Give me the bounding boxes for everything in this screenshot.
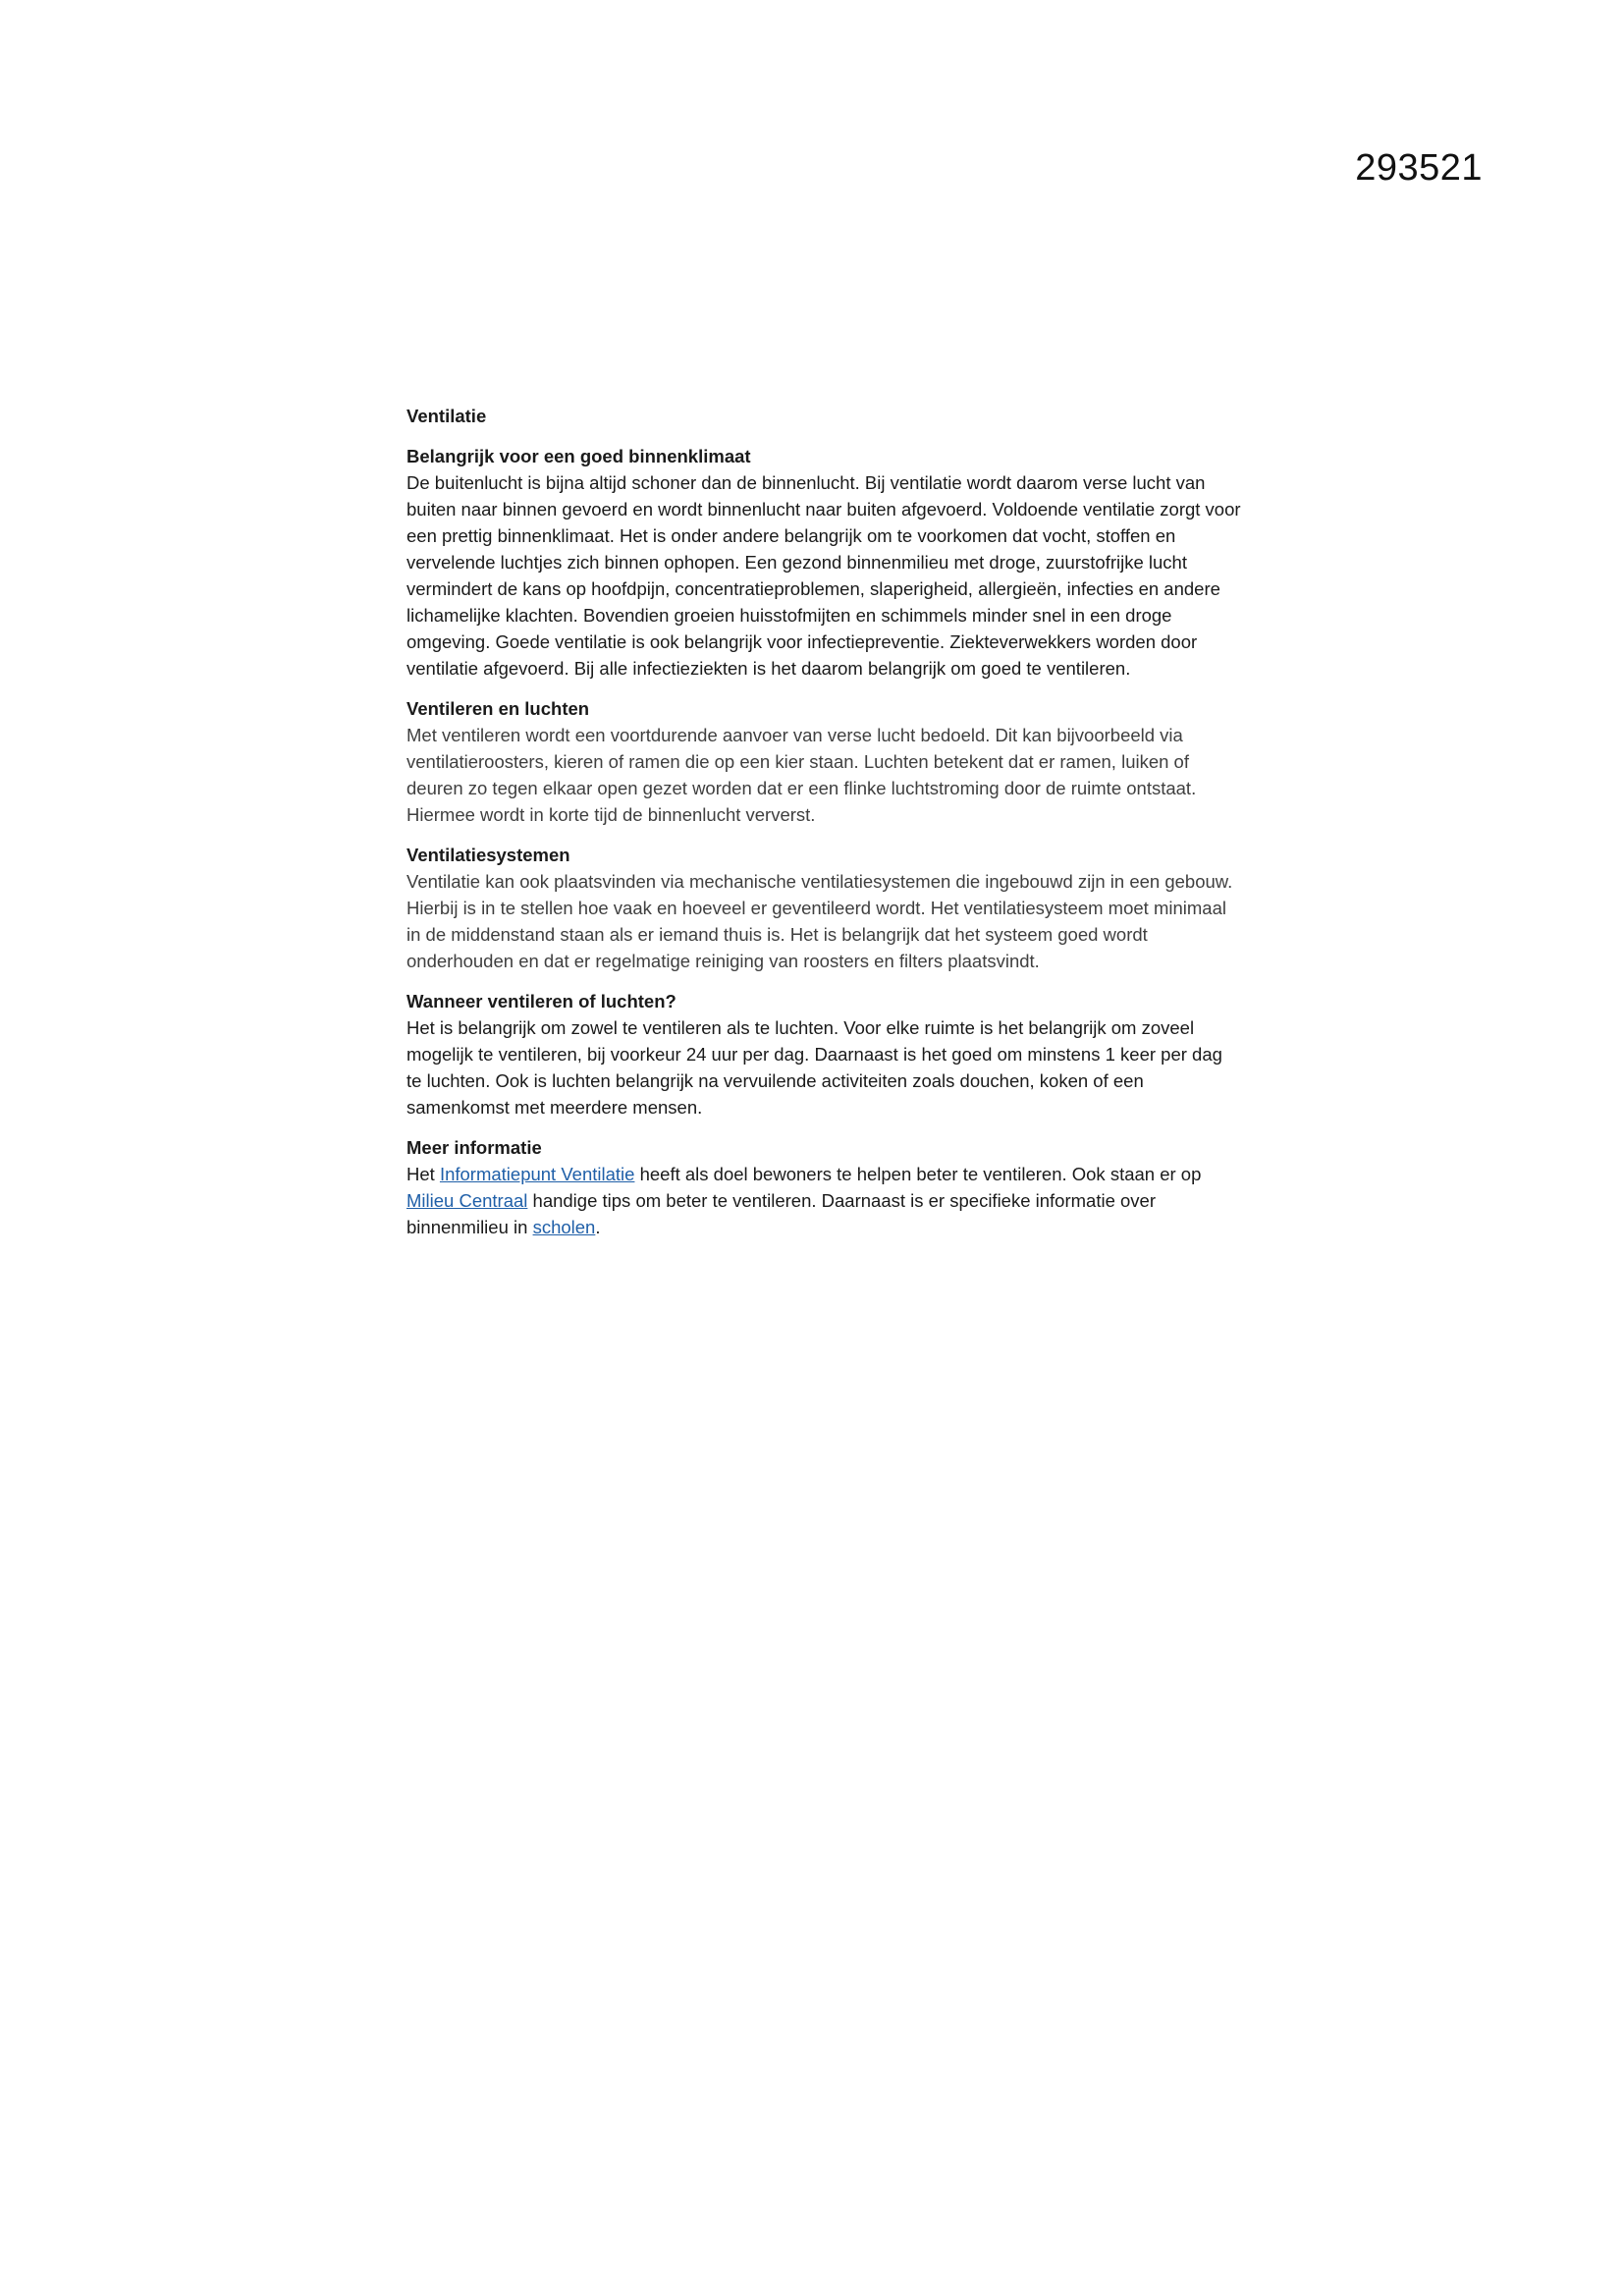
section-body: Ventilatie kan ook plaatsvinden via mechanische ventilatiesystemen die ingebouwd zijn in een gebouw. Hierbij is in te stellen hoe vaak en hoeveel er geventileerd wordt. Het ventilatiesysteem moet minimaal in de middenstand staan als er iemand thuis is. Het is belangrijk dat het systeem goed wordt onderhouden en dat er regelmatige reiniging van roosters en filters plaatsvindt.: [406, 871, 1233, 971]
section-ventileren-en-luchten: [406, 695, 1241, 828]
link-informatiepunt-ventilatie[interactable]: Informatiepunt Ventilatie: [439, 1164, 635, 1184]
section-body: De buitenlucht is bijna altijd schoner dan de binnenlucht. Bij ventilatie wordt daarom verse lucht van buiten naar binnen gevoerd en wordt binnenlucht naar buiten afgevoerd. Voldoende ventilatie zorgt voor een prettig binnenklimaat. Het is onder andere belangrijk om te voorkomen dat vocht, stoffen en vervelende luchtjes zich binnen ophopen. Een gezond binnenmilieu met droge, zuurstofrijke lucht vermindert de kans op hoofdpijn, concentratieproblemen, slaperigheid, allergieën, infecties en andere lichamelijke klachten. Bovendien groeien huisstofmijten en schimmels minder snel in een droge omgeving. Goede ventilatie is ook belangrijk voor infectiepreventie. Ziekteverwekkers worden door ventilatie afgevoerd. Bij alle infectieziekten is het daarom belangrijk om goed te ventileren.: [406, 472, 1241, 679]
page-title: Ventilatie: [406, 406, 487, 426]
document-number: 293521: [1355, 147, 1483, 189]
body-text: Het: [406, 1164, 440, 1184]
body-text: handige tips om beter te ventileren. Daarnaast is er specifieke informatie over binnenmilieu in: [406, 1190, 1156, 1237]
section-heading: Belangrijk voor een goed binnenklimaat: [406, 446, 751, 466]
section-body: Het is belangrijk om zowel te ventileren als te luchten. Voor elke ruimte is het belangrijk om zoveel mogelijk te ventileren, bij voorkeur 24 uur per dag. Daarnaast is het goed om minstens 1 keer per dag te luchten. Ook is luchten belangrijk na vervuilende activiteiten zoals douchen, koken of een samenkomst met meerdere mensen.: [406, 1017, 1222, 1118]
section-heading: Ventileren en luchten: [406, 698, 590, 719]
section-heading: Ventilatiesystemen: [406, 845, 570, 865]
section-meer-informatie: [406, 1134, 1241, 1240]
section-ventilatiesystemen: [406, 842, 1241, 974]
section-body: Met ventileren wordt een voortdurende aanvoer van verse lucht bedoeld. Dit kan bijvoorbeeld via ventilatieroosters, kieren of ramen die op een kier staan. Luchten betekent dat er ramen, luiken of deuren zo tegen elkaar open gezet worden dat er een flinke luchtstroming door de ruimte ontstaat. Hiermee wordt in korte tijd de binnenlucht ververst.: [406, 725, 1197, 825]
document-content: [406, 403, 1241, 1254]
section-binnenklimaat: [406, 443, 1241, 682]
body-text: heeft als doel bewoners te helpen beter te ventileren. Ook staan er op: [634, 1164, 1202, 1184]
section-heading: Meer informatie: [406, 1137, 542, 1158]
body-text: .: [595, 1217, 601, 1237]
section-wanneer-ventileren: [406, 988, 1241, 1121]
section-body: [406, 1161, 1241, 1240]
section-heading: Wanneer ventileren of luchten?: [406, 991, 676, 1011]
link-milieu-centraal[interactable]: Milieu Centraal: [406, 1190, 528, 1211]
link-scholen[interactable]: scholen: [532, 1217, 596, 1237]
